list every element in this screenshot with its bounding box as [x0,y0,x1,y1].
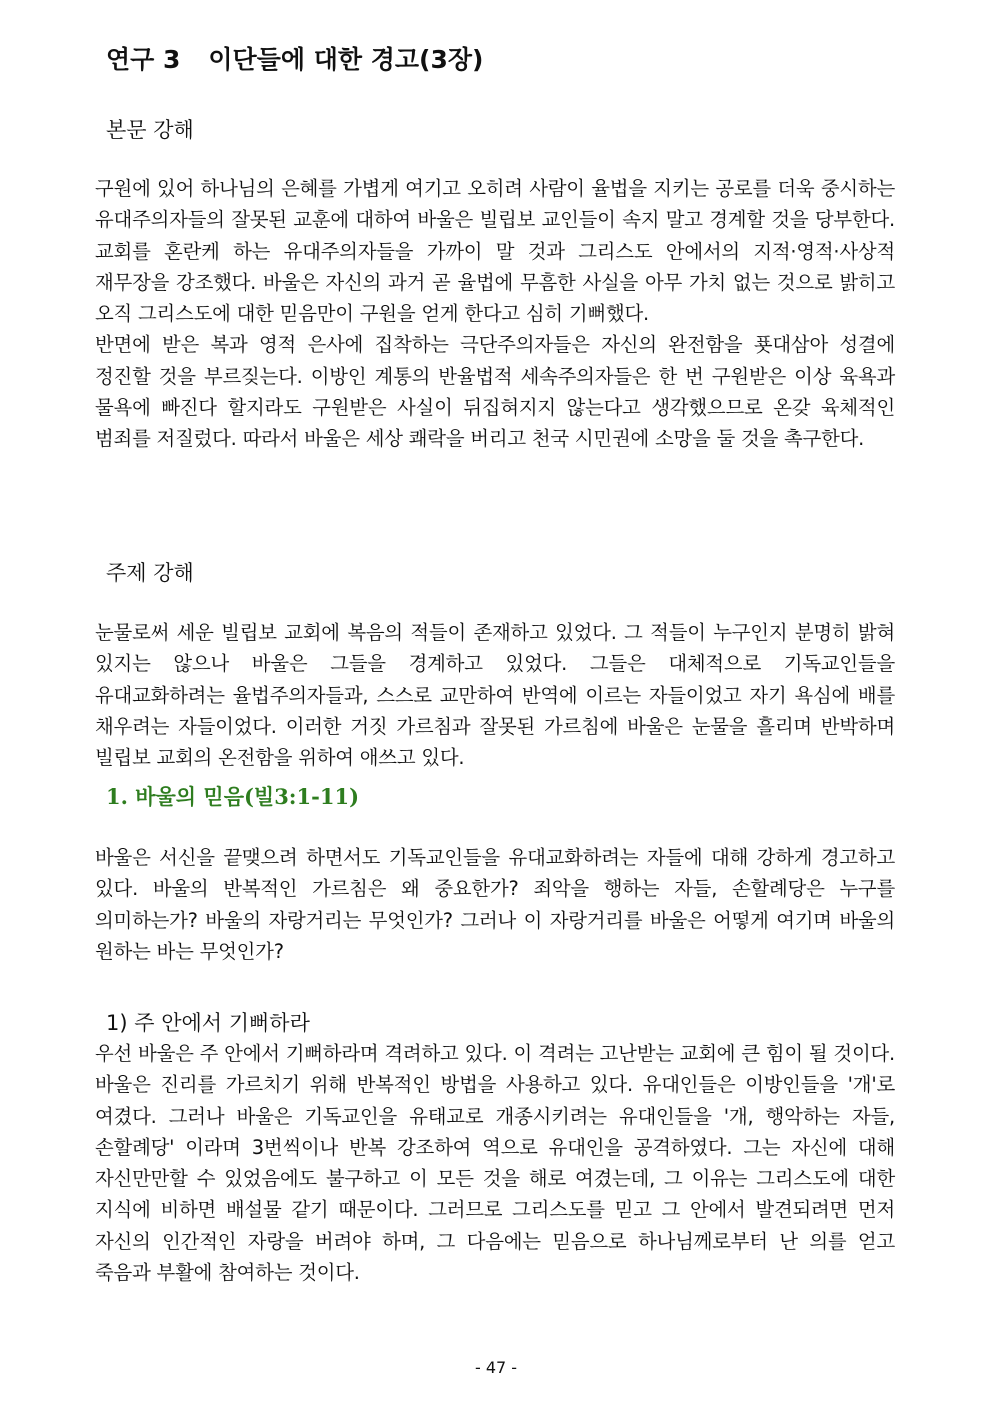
paragraph: 구원에 있어 하나님의 은혜를 가볍게 여기고 오히려 사람이 율법을 지키는 공로를 더욱 중시하는 유대주의자들의 잘못된 교훈에 대하여 바울은 빌립보 교인들이 속지 말고 경계할 것을 당부한다. 교회를 혼란케 하는 유대주의자들을 가까이 말 것과 그리스도 안에서의 지적·영적·사상적 재무장을 강조했다. 바울은 자신의 과거 곧 율법에 무흠한 사실을 아무 가치 없는 것으로 밝히고 오직 그리스도에 대한 믿음만이 구원을 얻게 한다고 심히 기뻐했다. [95,177,895,326]
paragraph: 반면에 받은 복과 영적 은사에 집착하는 극단주의자들은 자신의 완전함을 푯대삼아 성결에 정진할 것을 부르짖는다. 이방인 계통의 반율법적 세속주의자들은 한 번 구원받은 이상 육욕과 물욕에 빠진다 할지라도 구원받은 사실이 뒤집혀지지 않는다고 생각했으므로 온갖 육체적인 범죄를 저질렀다. 따라서 바울은 세상 쾌락을 버리고 천국 시민권에 소망을 둘 것을 촉구한다. [95,333,895,451]
page-title [106,40,483,76]
paragraph: 눈물로써 세운 빌립보 교회에 복음의 적들이 존재하고 있었다. 그 적들이 누구인지 분명히 밝혀 있지는 않으나 바울은 그들을 경계하고 있었다. 그들은 대체적으로 기독교인들을 유대교화하려는 율법주의자들과, 스스로 교만하여 반역에 이르는 자들이었고 자기 욕심에 배를 채우려는 자들이었다. 이러한 거짓 가르침과 잘못된 가르침에 바울은 눈물을 흘리며 반박하며 빌립보 교회의 온전함을 위하여 애쓰고 있다. [95,621,895,770]
section-body-text-exposition [95,173,895,455]
section-heading-theme-exposition: 주제 강해 [106,561,194,585]
subsection-intro [95,842,895,967]
study-number: 연구 3 [106,45,181,74]
section-heading-text-exposition: 본문 강해 [106,118,194,142]
point-body-rejoice [95,1038,895,1288]
paragraph: 우선 바울은 주 안에서 기뻐하라며 격려하고 있다. 이 격려는 고난받는 교회에 큰 힘이 될 것이다. 바울은 진리를 가르치기 위해 반복적인 방법을 사용하고 있다. 유대인들은 이방인들을 '개'로 여겼다. 그러나 바울은 기독교인을 유태교로 개종시키려는 유대인들을 '개, 행악하는 자들, 손할례당' 이라며 3번씩이나 반복 강조하여 역으로 유대인을 공격하였다. 그는 자신에 대해 자신만만할 수 있었음에도 불구하고 이 모든 것을 해로 여겼는데, 그 이유는 그리스도에 대한 지식에 비하면 배설물 같기 때문이다. 그러므로 그리스도를 믿고 그 안에서 발견되려면 먼저 자신의 인간적인 자랑을 버려야 하며, 그 다음에는 믿음으로 하나님께로부터 난 의를 얻고 죽음과 부활에 참여하는 것이다. [95,1042,895,1285]
section-body-theme-exposition [95,617,895,773]
paragraph: 바울은 서신을 끝맺으려 하면서도 기독교인들을 유대교화하려는 자들에 대해 강하게 경고하고 있다. 바울의 반복적인 가르침은 왜 중요한가? 죄악을 행하는 자들, 손할례당은 누구를 의미하는가? 바울의 자랑거리는 무엇인가? 그러나 이 자랑거리를 바울은 어떻게 여기며 바울의 원하는 바는 무엇인가? [95,846,895,963]
page-number: - 47 - [474,1358,518,1377]
study-title: 이단들에 대한 경고(3장) [208,45,484,74]
point-heading-rejoice: 1) 주 안에서 기뻐하라 [106,1011,310,1035]
subsection-heading-pauls-faith: 1. 바울의 믿음(빌3:1-11) [106,784,360,809]
